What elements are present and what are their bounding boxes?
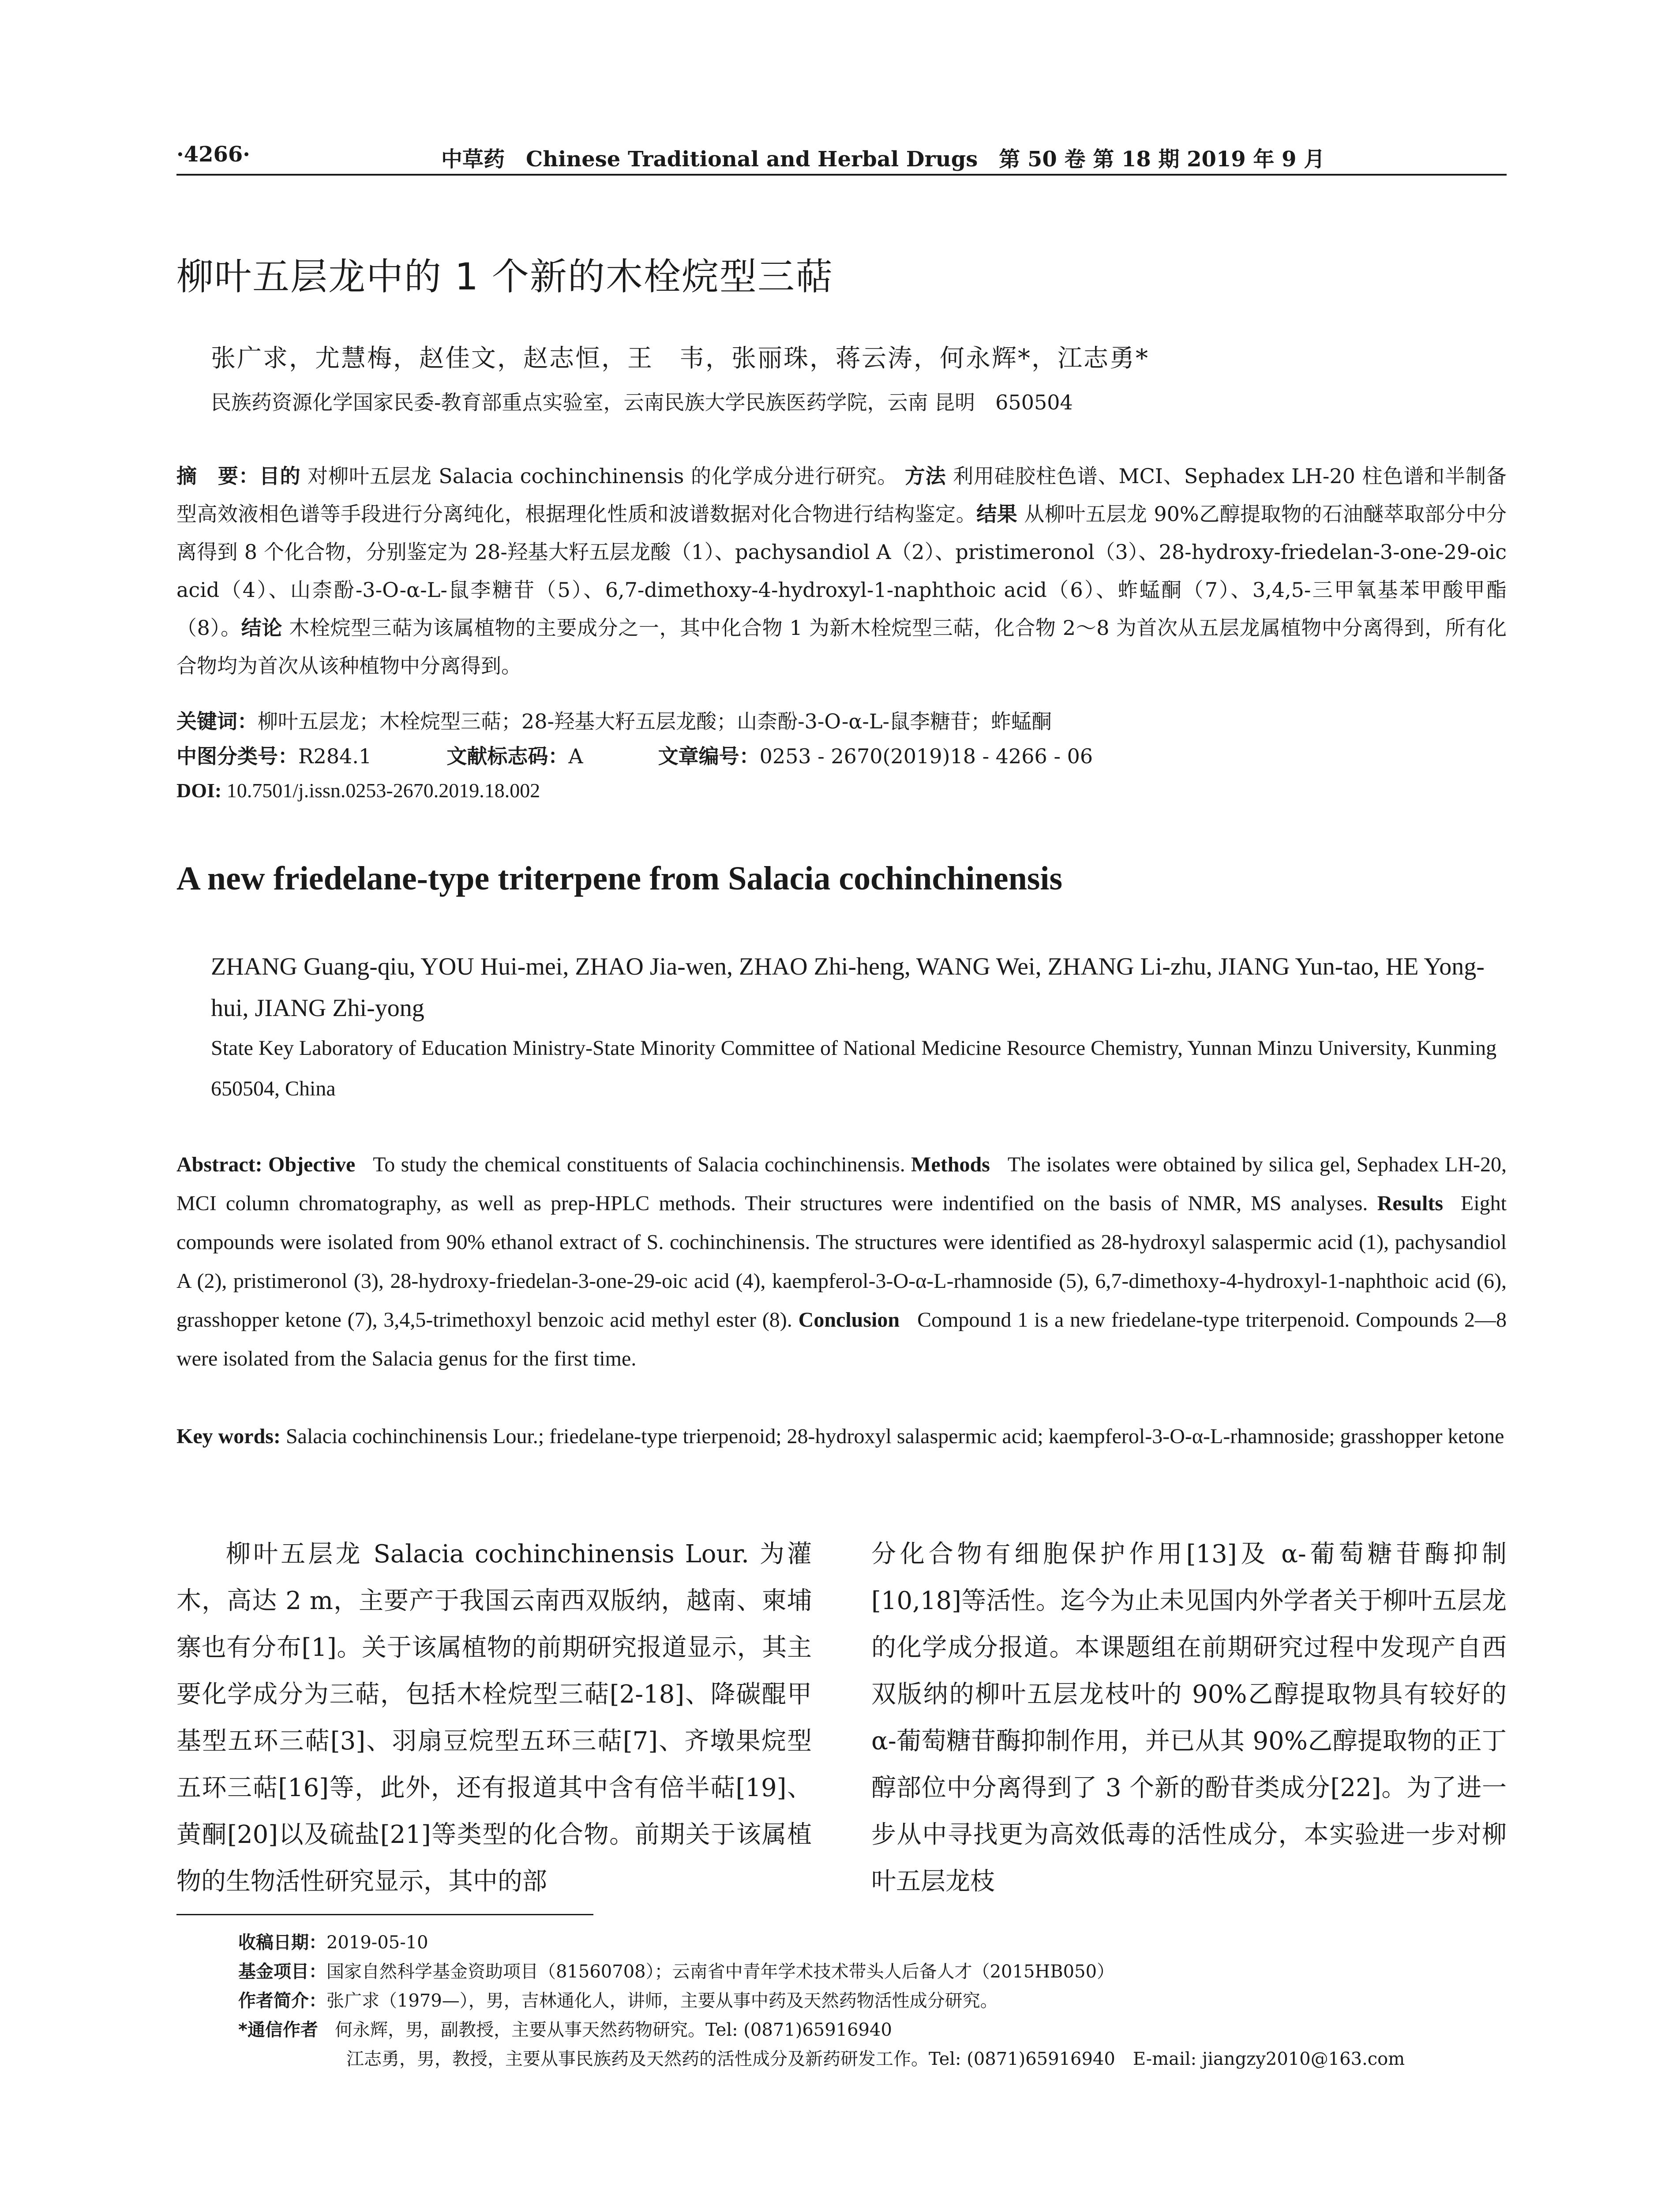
received-date: 2019-05-10 xyxy=(326,1932,428,1953)
english-authors: ZHANG Guang-qiu, YOU Hui-mei, ZHAO Jia-wen, ZHAO Zhi-heng, WANG Wei, ZHANG Li-zhu, JIANG Yun-tao, HE Yong-hui, JIANG Zhi-yong xyxy=(211,953,1485,1022)
header-rule xyxy=(176,174,1507,176)
english-affiliation: State Key Laboratory of Education Ministry-State Minority Committee of National Medicine Resource Chemistry, Yunnan Minzu University, Kunming 650504, China xyxy=(211,1036,1497,1100)
footnote-corresponding-2: 江志勇，男，教授，主要从事民族药及天然药的活性成分及新药研发工作。Tel: (0871)65916940 E-mail: jiangzy2010@163.com xyxy=(346,2049,1405,2069)
article-no-label: 文章编号： xyxy=(658,744,760,768)
clc-value: R284.1 xyxy=(298,744,372,768)
doi-value[interactable]: 10.7501/j.issn.0253-2670.2019.18.002 xyxy=(226,779,540,802)
chinese-keywords xyxy=(176,702,1507,740)
bio-label: 作者简介： xyxy=(238,1991,326,2011)
english-abstract-label: Abstract: Objective xyxy=(176,1153,356,1176)
chinese-results-label: 结果 xyxy=(976,502,1018,526)
bio-text: 张广求（1979—），男，吉林通化人，讲师，主要从事中药及天然药物活性成分研究。 xyxy=(326,1991,998,2011)
doi-label: DOI: xyxy=(176,779,227,802)
body-column-right: 分化合物有细胞保护作用[13]及 α-葡萄糖苷酶抑制[10,18]等活性。迄今为止未见国内外学者关于柳叶五层龙的化学成分报道。本课题组在前期研究过程中发现产自西双版纳的柳叶五层龙枝叶的 90%乙醇提取物具有较好的 α-葡萄糖苷酶抑制作用，并已从其 90%乙醇提取物的正丁醇部位中分离得到了 3 个新的酚苷类成分[22]。为了进一步从中寻找更为高效低毒的活性成分，本实验进一步对柳叶五层龙枝 xyxy=(871,1540,1507,1896)
chinese-objective-text: 对柳叶五层龙 Salacia cochinchinensis 的化学成分进行研究。 xyxy=(308,464,898,488)
footnote-author-bio xyxy=(238,1986,998,2015)
chinese-affiliation: 民族药资源化学国家民委-教育部重点实验室，云南民族大学民族医药学院，云南 昆明 650504 xyxy=(211,390,1073,414)
journal-header: 中草药 Chinese Traditional and Herbal Drugs 第 50 卷 第 18 期 2019 年 9 月 xyxy=(441,147,1325,172)
english-title: A new friedelane-type triterpene from Salacia cochinchinensis xyxy=(176,860,1063,897)
chinese-keywords-label: 关键词： xyxy=(176,709,258,733)
doc-code-label: 文献标志码： xyxy=(446,744,569,768)
chinese-results-text: 从柳叶五层龙 90%乙醇提取物的石油醚萃取部分中分离得到 8 个化合物，分别鉴定为 28-羟基大籽五层龙酸（1）、pachysandiol A（2）、pristimeronol（3）、28-hydroxy-friedelan-3-one-29-oic acid（4）、山柰酚-3-O-α-L-鼠李糖苷（5）、6,7-dimethoxy-4-hydroxyl-1-naphthoic acid（6）、蚱蜢酮（7）、3,4,5-三甲氧基苯甲酸甲酯（8）。 xyxy=(176,502,1507,640)
footnote-corresponding xyxy=(238,2015,892,2045)
english-keywords-label: Key words: xyxy=(176,1425,281,1448)
received-label: 收稿日期： xyxy=(238,1932,326,1953)
chinese-methods-text: 利用硅胶柱色谱、MCI、Sephadex LH-20 柱色谱和半制备型高效液相色谱等手段进行分离纯化，根据理化性质和波谱数据对化合物进行结构鉴定。 xyxy=(176,464,1507,526)
article-no-value: 0253 - 2670(2019)18 - 4266 - 06 xyxy=(759,744,1093,768)
english-methods-label: Methods xyxy=(911,1153,990,1176)
english-results-label: Results xyxy=(1377,1192,1444,1215)
body-column-left: 柳叶五层龙 Salacia cochinchinensis Lour. 为灌木，高达 2 m，主要产于我国云南西双版纳，越南、柬埔寨也有分布[1]。关于该属植物的前期研究报道显示，其主要化学成分为三萜，包括木栓烷型三萜[2-18]、降碳醌甲基型五环三萜[3]、羽扇豆烷型五环三萜[7]、齐墩果烷型五环三萜[16]等，此外，还有报道其中含有倍半萜[19]、黄酮[20]以及硫盐[21]等类型的化合物。前期关于该属植物的生物活性研究显示，其中的部 xyxy=(176,1540,812,1896)
chinese-conclusion-label: 结论 xyxy=(241,616,283,640)
english-conclusion-label: Conclusion xyxy=(798,1308,900,1332)
chinese-title: 柳叶五层龙中的 1 个新的木栓烷型三萜 xyxy=(176,255,833,298)
chinese-abstract xyxy=(176,457,1507,685)
classification-line xyxy=(176,740,1093,769)
corresponding-author-1: 何永辉，男，副教授，主要从事天然药物研究。Tel: (0871)65916940 xyxy=(335,2020,892,2040)
doi-line xyxy=(176,778,540,802)
english-keywords xyxy=(176,1417,1507,1456)
chinese-methods-label: 方法 xyxy=(904,464,946,488)
footnote-received xyxy=(238,1928,428,1957)
chinese-authors: 张广求，尤慧梅，赵佳文，赵志恒，王 韦，张丽珠，蒋云涛，何永辉*，江志勇* xyxy=(211,344,1149,373)
chinese-keywords-text: 柳叶五层龙；木栓烷型三萜；28-羟基大籽五层龙酸；山柰酚-3-O-α-L-鼠李糖苷；蚱蜢酮 xyxy=(258,709,1052,733)
english-keywords-text: Salacia cochinchinensis Lour.; friedelane-type trierpenoid; 28-hydroxyl salaspermic acid; kaempferol-3-O-α-L-rhamnoside; grasshopper ketone xyxy=(285,1425,1504,1448)
corresponding-label: *通信作者 xyxy=(238,2020,318,2040)
english-conclusion-text: Compound 1 is a new friedelane-type triterpenoid. Compounds 2—8 were isolated from the Salacia genus for the first time. xyxy=(176,1308,1507,1370)
english-methods-text: The isolates were obtained by silica gel, Sephadex LH-20, MCI column chromatography, as well as prep-HPLC methods. Their structures were indentified on the basis of NMR, MS analyses. xyxy=(176,1153,1507,1215)
fund-text: 国家自然科学基金资助项目（81560708）；云南省中青年学术技术带头人后备人才（2015HB050） xyxy=(326,1962,1115,1982)
chinese-objective-label: 目的 xyxy=(259,464,301,488)
footnote-rule xyxy=(176,1914,593,1915)
english-results-text: Eight compounds were isolated from 90% ethanol extract of S. cochinchinensis. The structures were identified as 28-hydroxyl salaspermic acid (1), pachysandiol A (2), pristimeronol (3), 28-hydroxy-friedelan-3-one-29-oic acid (4), kaempferol-3-O-α-L-rhamnoside (5), 6,7-dimethoxy-4-hydroxyl-1-naphthoic acid (6), grasshopper ketone (7), 3,4,5-trimethoxyl benzoic acid methyl ester (8). xyxy=(176,1192,1507,1332)
clc-label: 中图分类号： xyxy=(176,744,298,768)
page-number: ·4266· xyxy=(176,142,251,167)
english-objective-text: To study the chemical constituents of Salacia cochinchinensis. xyxy=(373,1153,905,1176)
chinese-conclusion-text: 木栓烷型三萜为该属植物的主要成分之一，其中化合物 1 为新木栓烷型三萜，化合物 2～8 为首次从五层龙属植物中分离得到，所有化合物均为首次从该种植物中分离得到。 xyxy=(176,616,1507,678)
footnote-fund xyxy=(238,1957,1114,1986)
english-abstract xyxy=(176,1145,1507,1378)
chinese-abstract-label: 摘 要： xyxy=(176,464,259,488)
fund-label: 基金项目： xyxy=(238,1962,326,1982)
doc-code-value: A xyxy=(568,744,583,768)
